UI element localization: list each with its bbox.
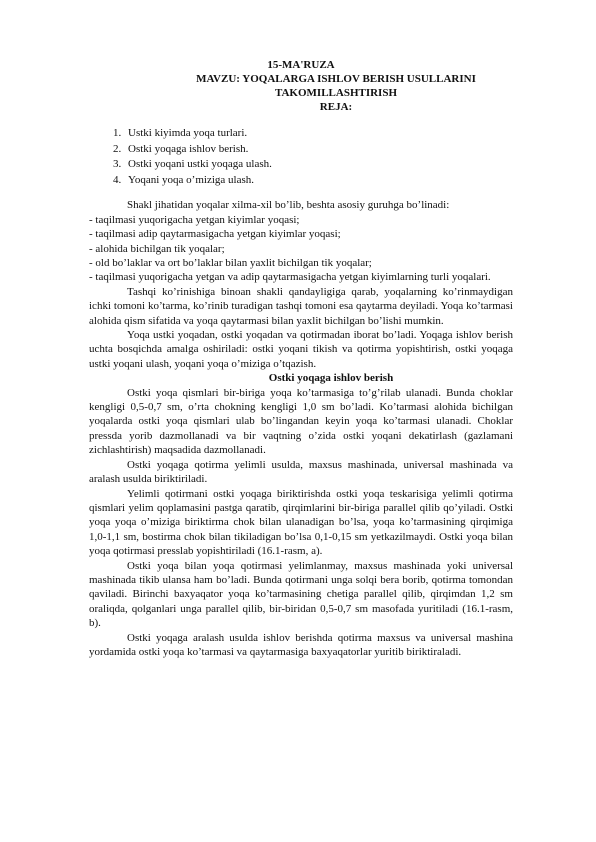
body-paragraph: Ostki yoqa qismlari bir-biriga yoqa ko’tarmasiga to’g’rilab ulanadi. Bunda choklar kengligi 0,5-0,7 sm, o’rta chokning kengligi 1,0 sm bo’ladi. Ko’tarmasi alohida bichilgan yoqalarda ostki yoqa qismlari ulab bo’lingandan keyin yoqa ko’tarmasi ulanadi. Choklar pressda yorib dazmollanadi va bir vaqtning o’zida ostki yoqani dekatirlash (gazlamani zichlashtirish) maqsadida dazmollanadi.: [89, 386, 513, 457]
group-item: - old bo’laklar va ort bo’laklar bilan yaxlit bichilgan tik yoqalar;: [89, 257, 372, 269]
plan-item: 4. Yoqani yoqa o’miziga ulash.: [124, 173, 513, 189]
topic-title-line2: TAKOMILLASHTIRISH: [274, 87, 398, 99]
group-item: - taqilmasi adip qaytarmasigacha yetgan kiyimlar yoqasi;: [89, 228, 341, 241]
body-paragraph: Ostki yoqa bilan yoqa qotirmasi yelimlanmay, maxsus mashinada yoki universal mashinada tikib ulansa ham bo’ladi. Bunda qotirmani unga solqi bera borib, qotirma tomondan qaviladi. Birinchi baxyaqator yoqa ko’tarmasining chetiga parallel qilib, qirqimdan 1,2 sm oraliqda, qolganlari unga parallel qilib, bir-biridan 0,5-0,7 sm masofada yuritiladi (16.1-rasm, b).: [89, 559, 513, 630]
title-block: [89, 58, 513, 114]
plan-item: 1. Ustki kiyimda yoqa turlari.: [124, 126, 513, 142]
group-item: - taqilmasi yuqorigacha yetgan kiyimlar yoqasi;: [89, 213, 300, 226]
body-paragraph: Ostki yoqaga aralash usulda ishlov berishda qotirma maxsus va universal mashina yordamida ostki yoqa ko’tarmasi va qaytarmasiga baxyaqatorlar yuritib biriktiraladi.: [89, 631, 513, 658]
body-paragraph: Yelimli qotirmani ostki yoqaga biriktirishda ostki yoqa teskarisiga yelimli qotirma qismlari yelim qoplamasini pastga qaratib, qirqimlarini bir-biriga parallel qilib qo’yiladi. Ostki yoqa yoqa o’miziga biriktirma chok bilan ulanadigan bo’lsa, yoqa ko’tarmasining qirqimiga 1,0-1,1 sm, bostirma chok bilan tikiladigan bo’lsa 0,1-0,15 sm yetkazilmaydi. Ostki yoqa bilan yoqa qotirmasi presslab yopishtiriladi (16.1-rasm, a).: [89, 487, 513, 558]
body-paragraph: Ostki yoqaga qotirma yelimli usulda, maxsus mashinada, universal mashinada va aralash usulda biriktiriladi.: [89, 458, 513, 486]
plan-list: [89, 126, 513, 188]
plan-item: 3. Ostki yoqani ustki yoqaga ulash.: [124, 157, 513, 173]
document-page: [89, 58, 513, 659]
intro-paragraph: Shakl jihatidan yoqalar xilma-xil bo’lib, beshta asosiy guruhga bo’linadi:: [127, 199, 450, 212]
topic-title-line1: MAVZU: YOQALARGA ISHLOV BERISH USULLARINI: [196, 73, 476, 85]
plan-label: REJA:: [319, 101, 353, 113]
group-item: - alohida bichilgan tik yoqalar;: [89, 242, 225, 255]
lecture-number: 15-MA'RUZA: [267, 59, 335, 71]
section-heading: Ostki yoqaga ishlov berish: [268, 372, 394, 385]
body-paragraph: Tashqi ko’rinishiga binoan shakli qandayligiga qarab, yoqalarning ko’rinmaydigan ichki tomoni ko’tarma, ko’rinib turadigan tashqi tomoni esa qaytarma deyiladi. Yoqa ko’tarmasi alohida qism sifatida va yoqa qaytarmasi bilan yaxlit bichilgan bo’lishi mumkin.: [89, 285, 513, 327]
plan-item: 2. Ostki yoqaga ishlov berish.: [124, 142, 513, 158]
group-item: - taqilmasi yuqorigacha yetgan va adip qaytarmasigacha yetgan kiyimlarning turli yoqalari.: [89, 271, 491, 284]
body-paragraph: Yoqa ustki yoqadan, ostki yoqadan va qotirmadan iborat bo’ladi. Yoqaga ishlov berish uchta bosqichda amalga oshiriladi: ostki yoqani tikish va qotirma yopishtirish, ostki yoqaga ustki yoqani ulash, yoqani yoqa o’miziga o’tqazish.: [89, 329, 513, 370]
